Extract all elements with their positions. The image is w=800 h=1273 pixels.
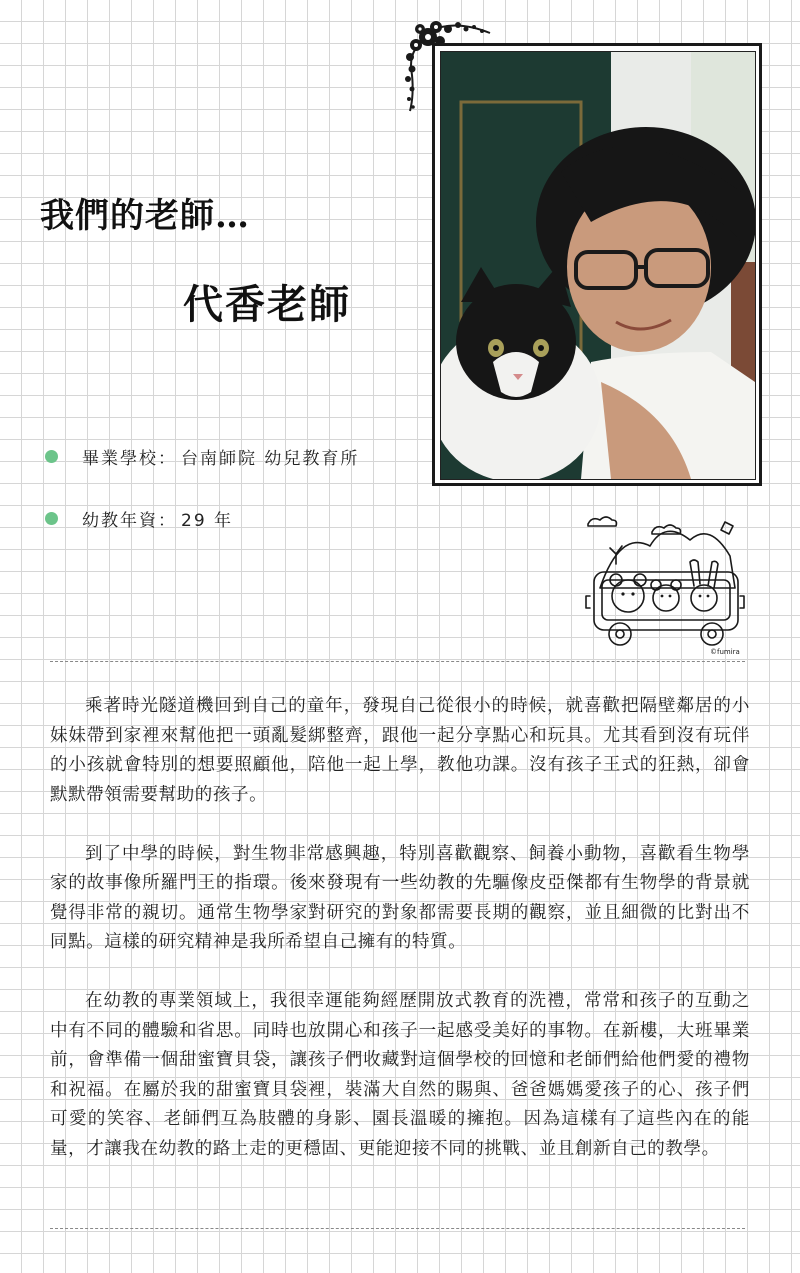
bullet-dot-icon xyxy=(45,450,58,463)
school-label: 畢業學校： xyxy=(82,449,177,469)
page-title: 我們的老師… xyxy=(40,196,250,236)
paragraph-career: 在幼教的專業領域上，我很幸運能夠經歷開放式教育的洗禮，常常和孩子的互動之中有不同的體驗和省思。同時也放開心和孩子一起感受美好的事物。在新樓，大班畢業前，會準備一個甜蜜寶貝袋，讓孩子們收藏對這個學校的回憶和老師們給他們愛的禮物和祝福。在屬於我的甜蜜寶貝袋裡，裝滿大自然的賜與、爸爸媽媽愛孩子的心、孩子們可愛的笑容、老師們互為肢體的身影、園長溫暖的擁抱。因為這樣有了這些內在的能量，才讓我在幼教的路上走的更穩固、更能迎接不同的挑戰、並且創新自己的教學。 xyxy=(50,991,750,1159)
biography-text xyxy=(50,692,750,1164)
paragraph-childhood: 乘著時光隧道機回到自己的童年，發現自己從很小的時候，就喜歡把隔壁鄰居的小妹妹帶到家裡來幫他把一頭亂髮綁整齊，跟他一起分享點心和玩具。尤其看到沒有玩伴的小孩就會特別的想要照顧他，陪他一起上學，教他功課。沒有孩子王式的狂熱，卻會默默帶領需要幫助的孩子。 xyxy=(50,696,750,805)
paragraph-school: 到了中學的時候，對生物非常感興趣，特別喜歡觀察、飼養小動物，喜歡看生物學家的故事像所羅門王的指環。後來發現有一些幼教的先驅像皮亞傑都有生物學的背景就覺得非常的親切。通常生物學家對研究的對象都需要長期的觀察，並且細微的比對出不同點。這樣的研究精神是我所希望自己擁有的特質。 xyxy=(50,843,750,952)
teacher-photo-frame xyxy=(432,43,762,486)
experience-label: 幼教年資： xyxy=(82,511,177,531)
teacher-photo xyxy=(440,51,756,480)
info-experience xyxy=(45,506,233,531)
clipart-credit: ©fumira xyxy=(710,648,740,656)
divider-bottom xyxy=(50,1228,745,1229)
divider-top xyxy=(50,661,745,662)
experience-value: 29 年 xyxy=(181,511,234,531)
bus-clipart-icon xyxy=(580,510,750,658)
info-school xyxy=(45,444,359,469)
bullet-dot-icon xyxy=(45,512,58,525)
school-value: 台南師院 幼兒教育所 xyxy=(181,449,360,469)
teacher-name: 代香老師 xyxy=(183,281,351,328)
teacher-with-cat-photo-icon xyxy=(441,52,755,479)
